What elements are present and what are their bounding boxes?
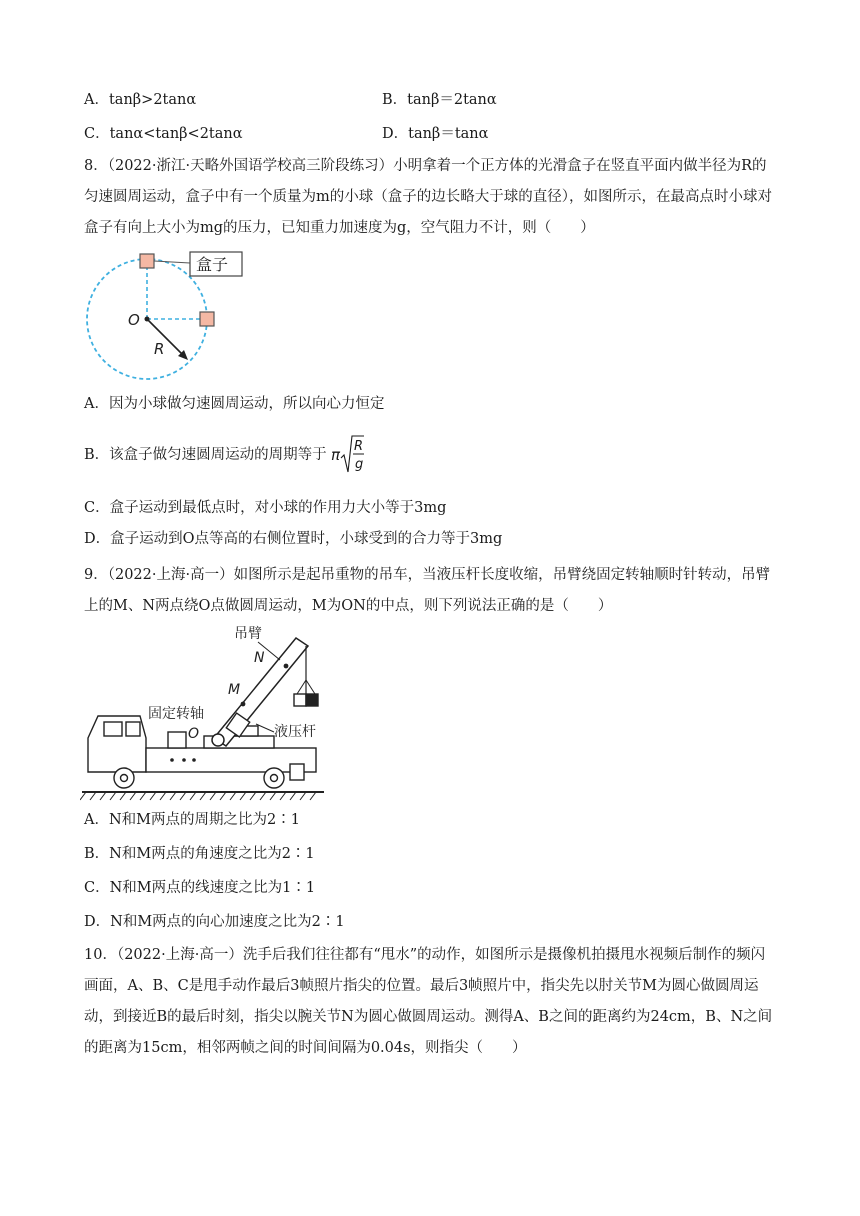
chassis-dot	[170, 758, 174, 762]
q8-option-b-text: B．该盒子做匀速圆周运动的周期等于	[84, 447, 327, 463]
axis-label: 固定转轴	[148, 706, 204, 722]
load-black	[306, 694, 318, 706]
q8-circle-figure	[84, 250, 264, 384]
q9-stem: 9．（2022·上海·高一）如图所示是起吊重物的吊车，当液压杆长度收缩，吊臂绕固定转轴顺时针转动，吊臂上的M、N两点绕O点做圆周运动，M为ON的中点，则下列说法正确的是（ ）	[84, 567, 771, 614]
q9-option-d: D．N和M两点的向心加速度之比为2∶1	[84, 914, 345, 930]
load-white	[294, 694, 306, 706]
q8-option-b	[84, 434, 365, 476]
q8-stem: 8．（2022·浙江·天略外国语学校高三阶段练习）小明拿着一个正方体的光滑盒子在竖直平面内做半径为R的匀速圆周运动，盒子中有一个质量为m的小球（盒子的边长略大于球的直径），如图所示，在最高点时小球对盒子有向上大小为mg的压力，已知重力加速度为g，空气阻力不计，则（ ）	[84, 158, 772, 236]
arm-label: 吊臂	[234, 626, 262, 642]
q7-option-c: C．tanα<tanβ<2tanα	[84, 126, 243, 142]
q7-option-d: D．tanβ＝tanα	[382, 126, 489, 142]
q10-stem: 10．（2022·上海·高一）洗手后我们往往都有“甩水”的动作，如图所示是摄像机拍摄甩水视频后制作的频闪画面，A、B、C是甩手动作最后3帧照片指尖的位置。最后3帧照片中，指尖先以肘关节M为圆心做圆周运动，到接近B的最后时刻，指尖以腕关节N为圆心做圆周运动。测得A、B之间的距离约为24cm，B、N之间的距离为15cm，相邻两帧之间的时间间隔为0.04s，则指尖（ ）	[84, 947, 773, 1056]
point-m	[241, 702, 246, 707]
truck-cab	[88, 716, 146, 772]
hoist-sling-right	[306, 680, 315, 694]
q9-crane-figure	[80, 620, 330, 804]
q8-option-c: C．盒子运动到最低点时，对小球的作用力大小等于3mg	[84, 500, 447, 516]
q9-option-a: A．N和M两点的周期之比为2∶1	[84, 812, 300, 828]
n-label: N	[254, 650, 265, 666]
chassis-dot	[192, 758, 196, 762]
center-label: O	[128, 311, 140, 329]
o-label: O	[188, 726, 200, 742]
q8-option-a: A．因为小球做匀速圆周运动，所以向心力恒定	[84, 396, 385, 412]
q7-option-b: B．tanβ＝2tanα	[382, 92, 497, 108]
pi-symbol: π	[331, 446, 341, 464]
sqrt-fraction-formula	[331, 434, 365, 476]
q7-option-a: A．tanβ>2tanα	[84, 92, 197, 108]
box-top	[140, 254, 154, 268]
piston-label-arrow	[256, 724, 274, 732]
hoist-sling-left	[297, 680, 306, 694]
m-label: M	[228, 682, 241, 698]
point-n	[284, 664, 289, 669]
label-leader	[154, 261, 190, 263]
q9-option-b: B．N和M两点的角速度之比为2∶1	[84, 846, 315, 862]
fraction-numerator: R	[354, 439, 364, 454]
box-right	[200, 312, 214, 326]
piston-label: 液压杆	[274, 724, 316, 740]
q9-option-c: C．N和M两点的线速度之比为1∶1	[84, 880, 316, 896]
radius-arrow-line	[147, 319, 185, 357]
fraction-denominator: g	[355, 457, 364, 472]
ground-hatching	[80, 792, 316, 800]
radius-label: R	[154, 340, 165, 358]
box-label: 盒子	[196, 255, 229, 274]
q8-option-d: D．盒子运动到O点等高的右侧位置时，小球受到的合力等于3mg	[84, 531, 503, 547]
chassis-dot	[182, 758, 186, 762]
